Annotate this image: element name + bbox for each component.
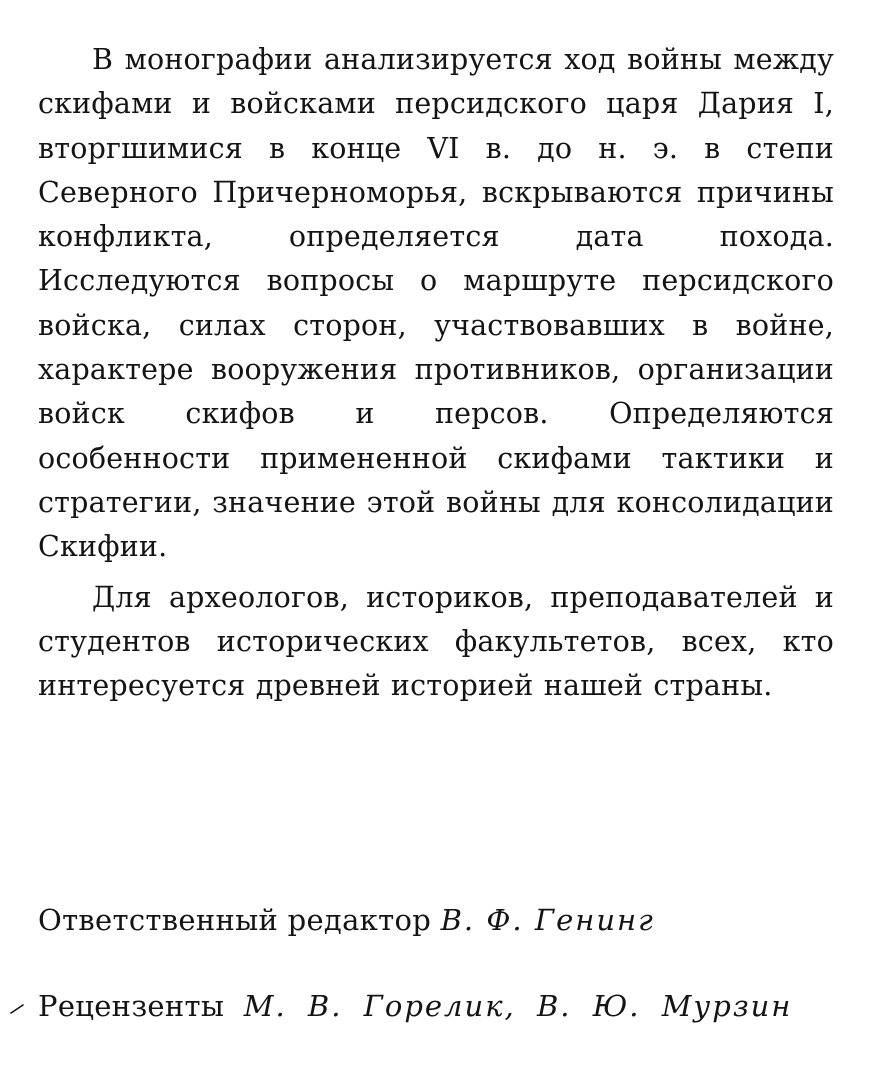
editor-line [38,900,655,940]
pen-mark-icon [10,1004,24,1014]
abstract-paragraph-audience: Для археологов, историков, преподавателей и студентов исторических факультетов, всех, кто интересуется древней историей нашей страны. [38,580,834,703]
reviewers-names: М. В. Горелик, В. Ю. Мурзин [243,989,793,1023]
abstract-block [38,38,834,708]
reviewers-line [38,986,792,1026]
abstract-paragraph-main: В монографии анализируется ход войны между скифами и войсками персидского царя Дария I, вторгшимися в конце VI в. до н. э. в степи Северного Причерноморья, вскрываются причины конфликта, определяется дата похода. Исследуются вопросы о маршруте персидского войска, силах сторон, участвовавших в войне, характере вооружения противников, организации войск скифов и персов. Определяются особенности примененной скифами тактики и стратегии, значение этой войны для консолидации Скифии. [38,43,834,564]
editor-label: Ответственный редактор [38,903,432,937]
editor-name: В. Ф. Генинг [440,903,655,937]
reviewers-label: Рецензенты [38,989,225,1023]
